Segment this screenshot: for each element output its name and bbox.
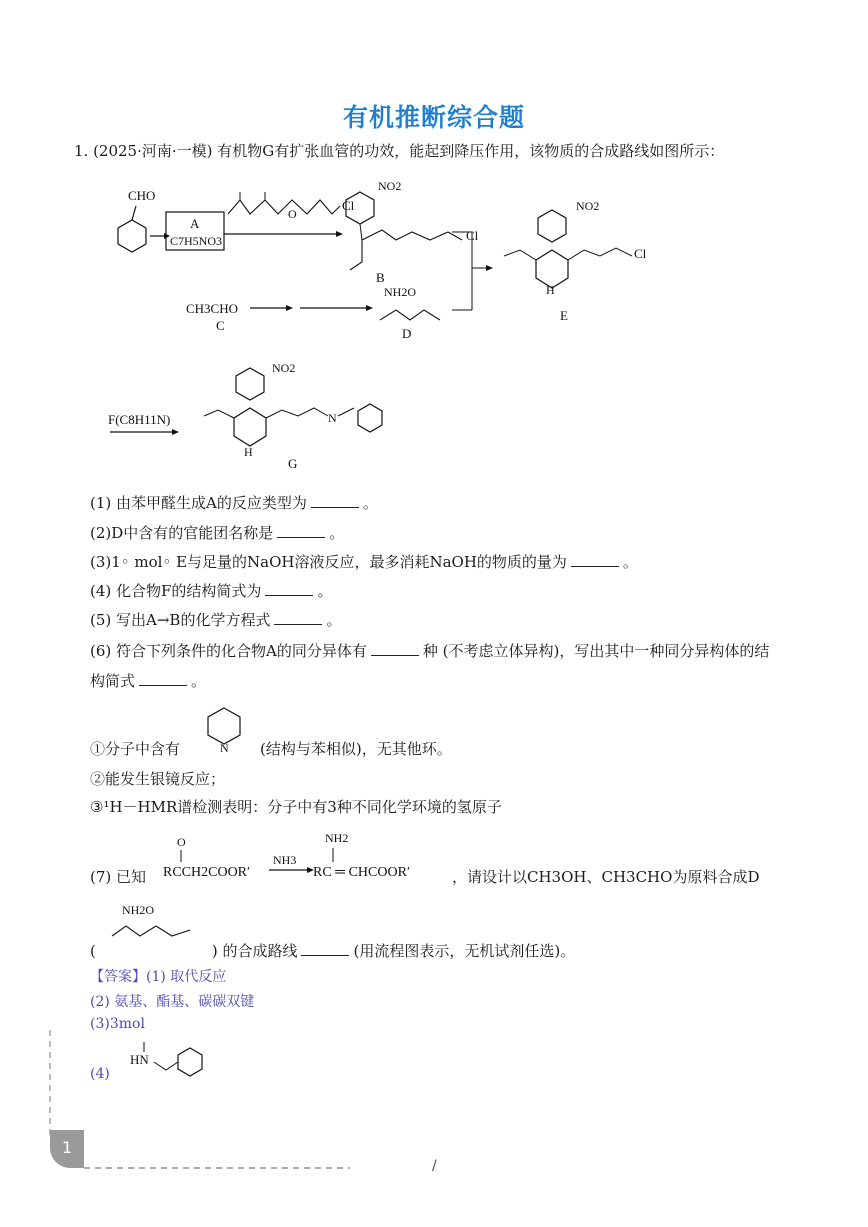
- part-6-cont: 构简式 。: [90, 672, 207, 690]
- cho-label: CHO: [128, 188, 156, 203]
- footer-slash: /: [432, 1158, 437, 1174]
- page-number: 1: [62, 1138, 73, 1157]
- synthesis-scheme-g: [100, 356, 420, 476]
- svg-text:Cl: Cl: [466, 228, 479, 243]
- svg-text:O: O: [288, 207, 297, 221]
- condition-2: ②能发生银镜反应；: [90, 770, 226, 788]
- page-corner-decoration: [40, 1030, 360, 1180]
- no2-label-b: NO2: [378, 179, 402, 193]
- answer-2: (2) 氨基、酯基、碳碳双键: [90, 994, 255, 1010]
- part-3: (3)1◦ mol◦ E与足量的NaOH溶液反应，最多消耗NaOH的物质的量为 。: [90, 553, 638, 571]
- answer-1: 【答案】(1) 取代反应: [90, 969, 227, 985]
- svg-text:NH2O: NH2O: [122, 903, 154, 917]
- compound-d-structure: [104, 898, 214, 944]
- svg-text:H: H: [546, 283, 555, 297]
- part-7-tail: ( ) 的合成路线 (用流程图表示，无机试剂任选)。: [90, 942, 576, 960]
- part-4: (4) 化合物F的结构简式为 。: [90, 582, 333, 600]
- no2-label-g: NO2: [272, 361, 296, 375]
- compound-g-label: G: [288, 456, 298, 471]
- compound-d-label: D: [402, 326, 412, 341]
- compound-b-label: B: [376, 270, 385, 285]
- svg-text:N: N: [220, 741, 229, 755]
- svg-text:O: O: [177, 835, 186, 849]
- part-7-suffix: ，请设计以CH3OH、CH3CHO为原料合成D: [452, 868, 760, 886]
- pyridine-icon: [200, 704, 250, 756]
- no2-label-e: NO2: [576, 199, 600, 213]
- part-6: (6) 符合下列条件的化合物A的同分异体有 种 (不考虑立体异构)，写出其中一种同分异构体的结: [90, 642, 770, 660]
- svg-text:HN: HN: [130, 1052, 149, 1067]
- question-intro: 1. (2025·河南·一模) 有机物G有扩张血管的功效，能起到降压作用，该物质的合成路线如图所示：: [74, 142, 725, 160]
- product-r2: RC ═ CHCOOR′: [313, 865, 411, 880]
- condition-3: ③¹H－HMR谱检测表明：分子中有3种不同化学环境的氢原子: [90, 798, 502, 816]
- part-2: (2)D中含有的官能团名称是 。: [90, 524, 345, 542]
- condition-1: ①分子中含有 (结构与苯相似)，无其他环。: [90, 740, 452, 758]
- part-1: (1) 由苯甲醛生成A的反应类型为 。: [90, 494, 378, 512]
- nh2o-label: NH2O: [384, 285, 416, 299]
- part-7-prefix: (7) 已知: [90, 868, 147, 886]
- answer-3: (3)3mol: [90, 1016, 145, 1032]
- compound-e-label: E: [560, 308, 568, 323]
- cl-label: Cl: [342, 198, 355, 213]
- compound-a-label: A: [190, 216, 200, 231]
- reagent-f: F(C8H11N): [108, 412, 171, 427]
- page-title: 有机推断综合题: [342, 103, 525, 132]
- part-5: (5) 写出A→B的化学方程式 。: [90, 611, 342, 629]
- synthesis-scheme-top: [100, 170, 700, 350]
- svg-text:N: N: [328, 411, 337, 425]
- part-7-reaction: [155, 828, 445, 888]
- compound-a-formula: C7H5NO3: [170, 234, 223, 248]
- compound-c-label: C: [216, 318, 225, 333]
- reactant-r1: RCCH2COOR′: [163, 865, 251, 880]
- answer-4: (4): [90, 1066, 110, 1082]
- svg-text:H: H: [244, 445, 253, 459]
- reagent-nh3: NH3: [273, 853, 297, 867]
- svg-text:NH2: NH2: [325, 831, 349, 845]
- svg-text:Cl: Cl: [634, 246, 647, 261]
- compound-c-formula: CH3CHO: [186, 301, 239, 316]
